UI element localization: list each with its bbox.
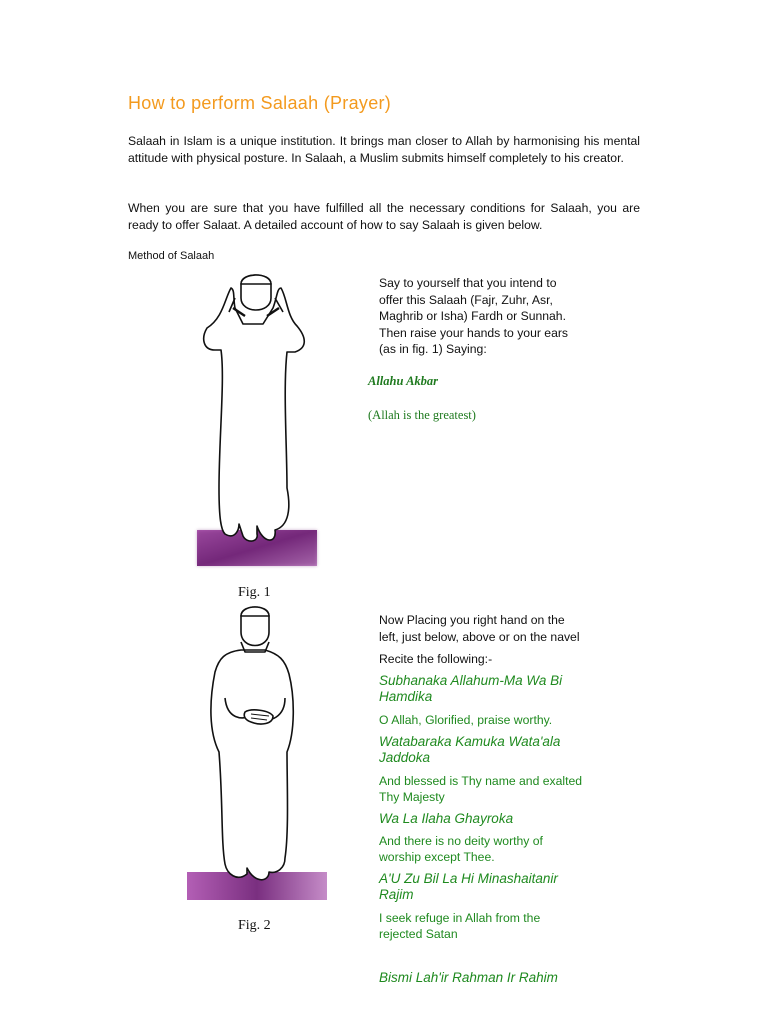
translation-line: Thy Majesty (379, 790, 445, 805)
praying-figure-icon (204, 275, 305, 541)
recitation-1-arabic (379, 673, 562, 705)
translation-line: O Allah, Glorified, praise worthy. (379, 713, 553, 727)
figure-1-illustration (195, 268, 320, 568)
arabic-line: A'U Zu Bil La Hi Minashaitanir (379, 871, 558, 886)
recitation-2-translation (379, 773, 582, 806)
recitation-4-arabic (379, 871, 558, 903)
step2-line: left, just below, above or on the navel (379, 629, 580, 644)
page-title: How to perform Salaah (Prayer) (128, 93, 392, 113)
arabic-line: Bismi Lah'ir Rahman Ir Rahim (379, 970, 558, 985)
figure-2-label: Fig. 2 (238, 918, 271, 933)
conditions-paragraph: When you are sure that you have fulfilled all the necessary conditions for Salaah, you are ready to offer Salaat. A detailed account of how to say Salaah is given below. (128, 201, 640, 232)
praying-figure-icon (211, 607, 293, 880)
recite-label: Recite the following:- (379, 652, 493, 666)
step1-line: (as in fig. 1) Saying: (379, 342, 487, 357)
step1-instructions (379, 275, 619, 358)
figure-2-illustration (185, 602, 330, 902)
recitation-4-translation (379, 910, 540, 943)
step1-line: Maghrib or Isha) Fardh or Sunnah. (379, 309, 566, 324)
arabic-line: Rajim (379, 887, 414, 902)
recitation-5-arabic (379, 970, 558, 986)
intro-paragraph: Salaah in Islam is a unique institution. It brings man closer to Allah by harmonising his mental attitude with physical posture. In Salaah, a Muslim submits himself completely to his creator. (128, 134, 640, 165)
arabic-line: Hamdika (379, 689, 433, 704)
arabic-line: Jaddoka (379, 750, 431, 765)
figure-1-label: Fig. 1 (238, 585, 271, 600)
arabic-line: Watabaraka Kamuka Wata'ala (379, 734, 561, 749)
method-label: Method of Salaah (128, 250, 215, 262)
arabic-line: Subhanaka Allahum-Ma Wa Bi (379, 673, 563, 688)
translation-line: worship except Thee. (379, 850, 495, 865)
recitation-3-arabic (379, 811, 513, 827)
step1-line: Say to yourself that you intend to (379, 276, 557, 290)
translation-line: And blessed is Thy name and exalted (379, 774, 583, 788)
arabic-line: Wa La Ilaha Ghayroka (379, 811, 514, 826)
allahu-akbar-text: Allahu Akbar (368, 374, 439, 388)
recitation-3-translation (379, 833, 543, 866)
step2-line: Now Placing you right hand on the (379, 613, 565, 627)
recitation-2-arabic (379, 734, 560, 766)
step1-line: offer this Salaah (Fajr, Zuhr, Asr, (379, 292, 553, 307)
translation-line: And there is no deity worthy of (379, 834, 543, 848)
translation-line: rejected Satan (379, 927, 458, 942)
step1-line: Then raise your hands to your ears (379, 325, 569, 340)
recitation-1-translation (379, 712, 552, 728)
translation-line: I seek refuge in Allah from the (379, 911, 541, 925)
step2-instructions (379, 612, 619, 645)
allahu-akbar-translation: (Allah is the greatest) (368, 408, 476, 422)
